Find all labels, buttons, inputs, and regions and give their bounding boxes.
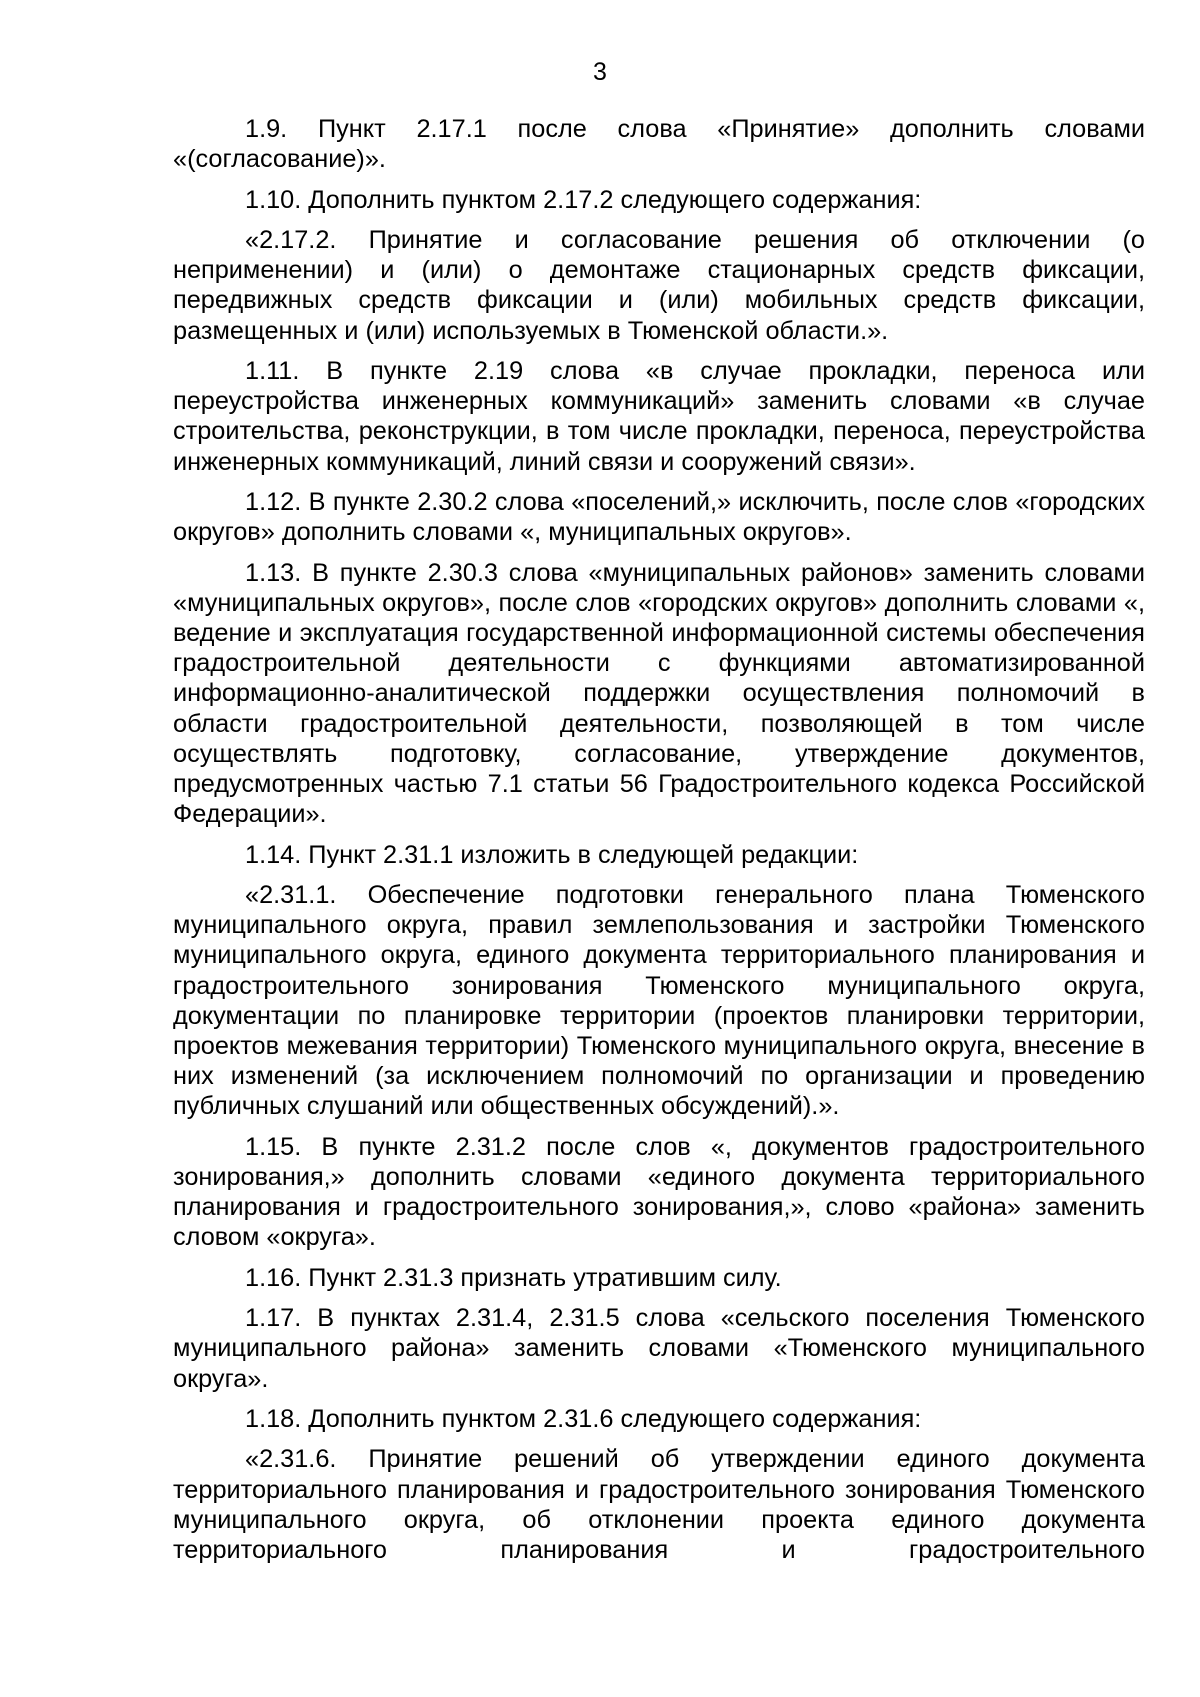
paragraph-1-10: 1.10. Дополнить пунктом 2.17.2 следующего содержания: [245, 185, 922, 214]
paragraph-1-11: 1.11. В пункте 2.19 слова «в случае прокладки, переноса или переустройства инженерных коммуникаций» заменить словами «в случае строительства, реконструкции, в том числе прокладки, переноса, переустройства инженерных коммуникаций, линий связи и сооружений связи». [173, 356, 1145, 476]
paragraph-1-9: 1.9. Пункт 2.17.1 после слова «Принятие» дополнить словами «(согласование)». [173, 115, 1145, 174]
paragraph-1-17: 1.17. В пунктах 2.31.4, 2.31.5 слова «сельского поселения Тюменского муниципального района» заменить словами «Тюменского муниципального округа». [173, 1304, 1145, 1393]
paragraph-1-15: 1.15. В пункте 2.31.2 после слов «, документов градостроительного зонирования,» дополнить словами «единого документа территориального планирования и градостроительного зонирования,», слово «района» заменить словом «округа». [173, 1132, 1145, 1252]
page-number: 3 [593, 58, 607, 86]
paragraph-1-13: 1.13. В пункте 2.30.3 слова «муниципальных районов» заменить словами «муниципальных округов», после слов «городских округов» дополнить словами «, ведение и эксплуатация государственной информационной системы обеспечения градостроительной деятельности с функциями автоматизированной информационно-аналитической поддержки осуществления полномочий в области градостроительной деятельности, позволяющей в том числе осуществлять подготовку, согласование, утверждение документов, предусмотренных частью 7.1 статьи 56 Градостроительного кодекса Российской Федерации». [173, 558, 1145, 829]
paragraph-1-14: 1.14. Пункт 2.31.1 изложить в следующей редакции: [245, 840, 859, 869]
paragraph-quote-2-31-6: «2.31.6. Принятие решений об утверждении единого документа территориального планирования и градостроительного зонирования Тюменского муниципального округа, об отклонении проекта единого документа территориального планирования и градостроительного [173, 1445, 1145, 1564]
document-body [173, 114, 1145, 1575]
paragraph-1-18: 1.18. Дополнить пунктом 2.31.6 следующего содержания: [245, 1404, 922, 1433]
paragraph-quote-2-31-1: «2.31.1. Обеспечение подготовки генерального плана Тюменского муниципального округа, правил землепользования и застройки Тюменского муниципального округа, единого документа территориального планирования и градостроительного зонирования Тюменского муниципального округа, документации по планировке территории (проектов планировки территории, проектов межевания территории) Тюменского муниципального округа, внесение в них изменений (за исключением полномочий по организации и проведению публичных слушаний или общественных обсуждений).». [173, 880, 1145, 1121]
paragraph-quote-2-17-2: «2.17.2. Принятие и согласование решения об отключении (о неприменении) и (или) о демонтаже стационарных средств фиксации, передвижных средств фиксации и (или) мобильных средств фиксации, размещенных и (или) используемых в Тюменской области.». [173, 225, 1145, 345]
paragraph-1-12: 1.12. В пункте 2.30.2 слова «поселений,» исключить, после слов «городских округов» дополнить словами «, муниципальных округов». [173, 487, 1145, 547]
paragraph-1-16: 1.16. Пункт 2.31.3 признать утратившим силу. [245, 1263, 782, 1292]
